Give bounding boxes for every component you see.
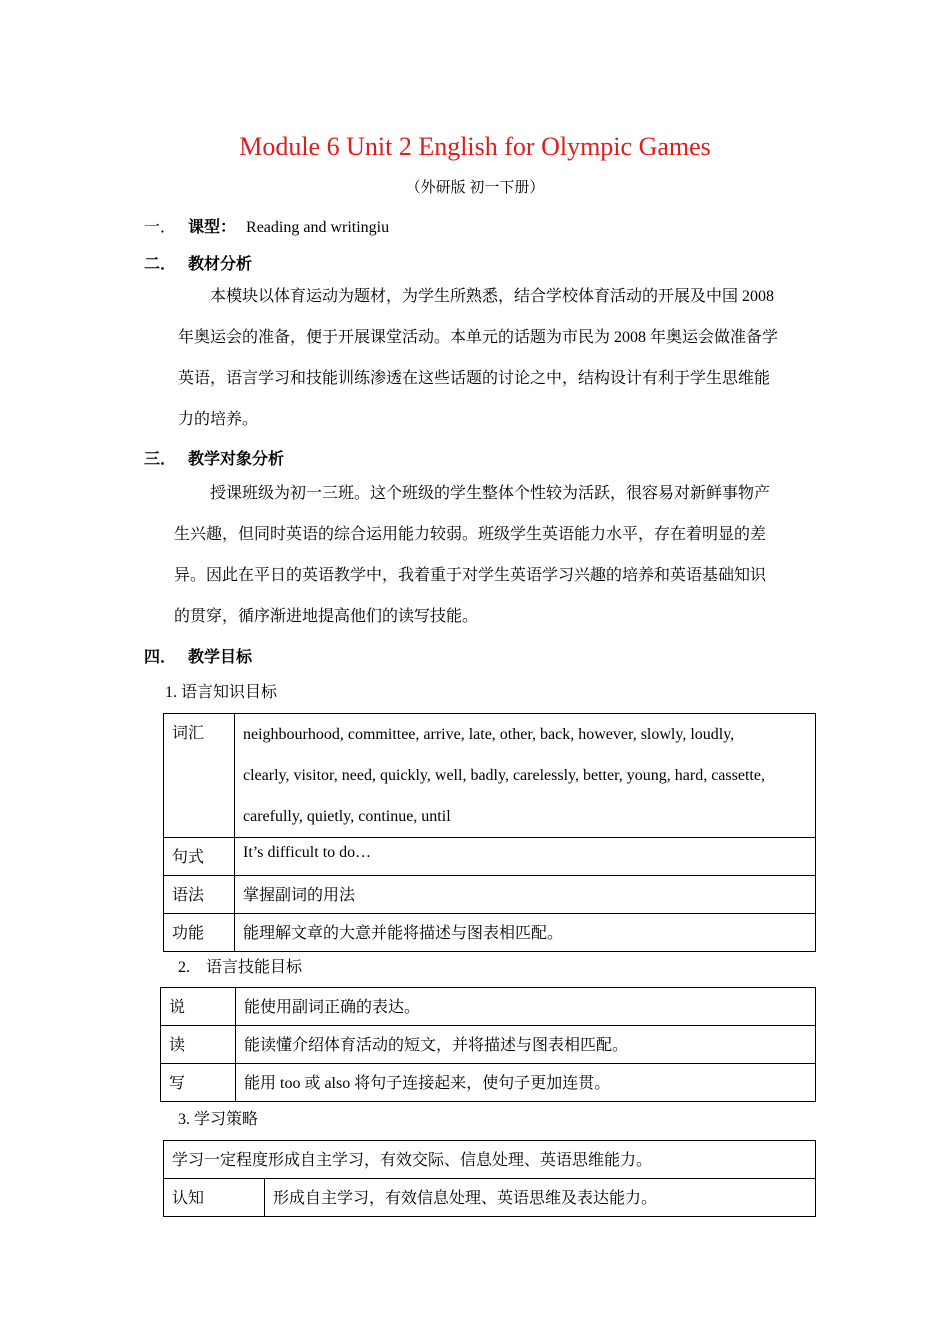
table-label-cell: 功能	[164, 914, 235, 952]
table-label-cell: 写	[161, 1064, 236, 1102]
table-row	[164, 1179, 816, 1217]
table-label-cell: 语法	[164, 876, 235, 914]
table-value-cell: It’s difficult to do…	[235, 838, 816, 876]
table-row	[161, 1026, 816, 1064]
vocabulary-line: clearly, visitor, need, quickly, well, badly, carelessly, better, young, hard, cassette,	[243, 767, 765, 784]
table-label-cell: 说	[161, 988, 236, 1026]
paragraph-line: 异。因此在平日的英语教学中，我着重于对学生英语学习兴趣的培养和英语基础知识	[174, 567, 767, 584]
section-3-paragraph	[174, 473, 804, 637]
section-1-text: Reading and writingiu	[246, 219, 390, 236]
subsection-1-heading: 1. 语言知识目标	[165, 684, 278, 701]
table-row	[164, 714, 816, 838]
section-1-body	[188, 214, 389, 237]
section-1-number: 一．	[144, 219, 177, 236]
table-value-cell: 能理解文章的大意并能将描述与图表相匹配。	[235, 914, 816, 952]
document-title: Module 6 Unit 2 English for Olympic Games	[239, 132, 711, 161]
section-4-heading: 教学目标	[188, 649, 253, 666]
table-label-cell: 词汇	[164, 714, 235, 838]
table-row	[164, 838, 816, 876]
vocabulary-cell	[235, 714, 816, 838]
table-value-cell: 能读懂介绍体育活动的短文，并将描述与图表相匹配。	[236, 1026, 816, 1064]
table-value-cell: 形成自主学习，有效信息处理、英语思维及表达能力。	[265, 1179, 816, 1217]
section-2-number: 二．	[144, 256, 177, 273]
table-label-cell: 句式	[164, 838, 235, 876]
language-knowledge-table	[163, 713, 816, 952]
paragraph-line: 本模块以体育运动为题材，为学生所熟悉，结合学校体育活动的开展及中国 2008	[210, 288, 775, 305]
language-skills-table	[160, 987, 816, 1102]
section-1	[144, 214, 176, 237]
section-1-heading: 课型：	[188, 219, 237, 236]
table-label-cell: 认知	[164, 1179, 265, 1217]
table-value-cell: 能使用副词正确的表达。	[236, 988, 816, 1026]
table-row	[161, 1064, 816, 1102]
vocabulary-line: carefully, quietly, continue, until	[243, 808, 451, 825]
paragraph-line: 生兴趣，但同时英语的综合运用能力较弱。班级学生英语能力水平，存在着明显的差	[174, 526, 767, 543]
table-value-cell: 能用 too 或 also 将句子连接起来，使句子更加连贯。	[236, 1064, 816, 1102]
paragraph-line: 授课班级为初一三班。这个班级的学生整体个性较为活跃，很容易对新鲜事物产	[210, 485, 771, 502]
paragraph-line: 英语，语言学习和技能训练渗透在这些话题的讨论之中，结构设计有利于学生思维能	[178, 370, 771, 387]
section-2-heading: 教材分析	[188, 256, 253, 273]
document-subtitle: （外研版 初一下册）	[405, 180, 545, 196]
section-3-heading: 教学对象分析	[188, 451, 285, 468]
section-3-number: 三．	[144, 451, 177, 468]
paragraph-line: 年奥运会的准备，便于开展课堂活动。本单元的话题为市民为 2008 年奥运会做准备学	[178, 329, 779, 346]
table-value-cell: 掌握副词的用法	[235, 876, 816, 914]
paragraph-line: 的贯穿，循序渐进地提高他们的读写技能。	[174, 608, 479, 625]
table-row	[164, 1141, 816, 1179]
section-4-number: 四．	[144, 649, 177, 666]
section-2-paragraph	[178, 276, 808, 440]
subsection-3-heading: 3. 学习策略	[178, 1111, 259, 1128]
vocabulary-line: neighbourhood, committee, arrive, late, other, back, however, slowly, loudly,	[243, 726, 735, 743]
table-row	[164, 876, 816, 914]
table-header-cell: 学习一定程度形成自主学习，有效交际、信息处理、英语思维能力。	[164, 1141, 816, 1179]
table-label-cell: 读	[161, 1026, 236, 1064]
table-row	[164, 914, 816, 952]
table-row	[161, 988, 816, 1026]
paragraph-line: 力的培养。	[178, 411, 259, 428]
learning-strategy-table	[163, 1140, 816, 1217]
subsection-2-heading: 2. 语言技能目标	[178, 959, 303, 976]
